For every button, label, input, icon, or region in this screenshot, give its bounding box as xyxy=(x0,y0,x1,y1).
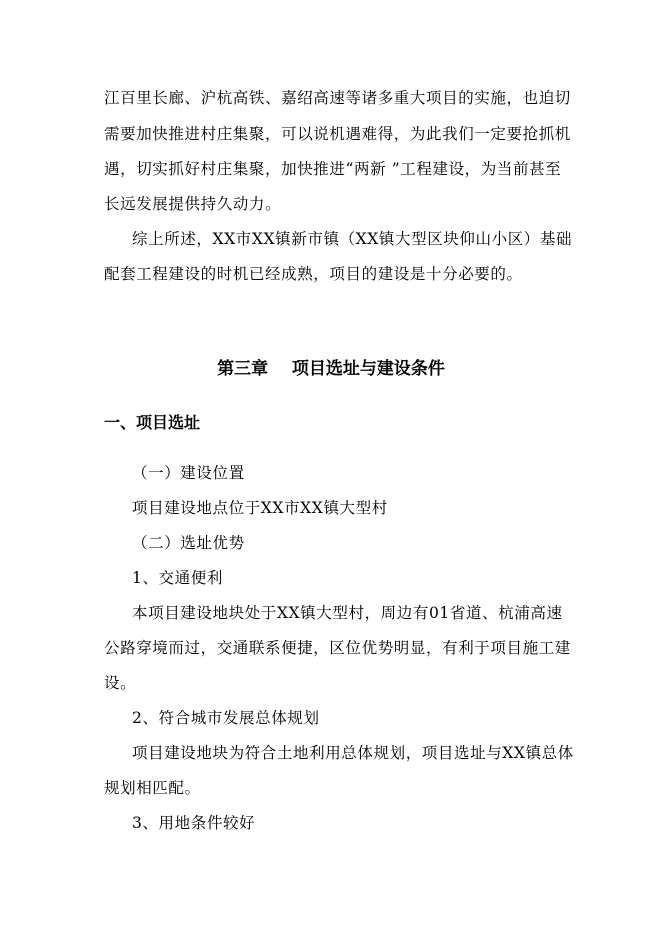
item-1-title: 1、交通便利 xyxy=(132,569,223,587)
item-2-title: 2、符合城市发展总体规划 xyxy=(132,709,320,727)
subsection-1-text: 项目建设地点位于XX市XX镇大型村 xyxy=(132,499,388,517)
subsection-2-title: （二）选址优势 xyxy=(132,534,245,552)
item-2-line-1: 项目建设地块为符合土地利用总体规划，项目选址与XX镇总体 xyxy=(132,744,574,762)
paragraph1-line-3: 遇，切实抓好村庄集聚，加快推进“两新 ”工程建设，为当前甚至 xyxy=(104,160,562,178)
item-1-line-2: 公路穿境而过，交通联系便捷，区位优势明显，有利于项目施工建 xyxy=(104,639,571,657)
chapter-title: 第三章 项目选址与建设条件 xyxy=(217,359,445,379)
paragraph2-line-2: 配套工程建设的时机已经成熟，项目的建设是十分必要的。 xyxy=(104,265,523,283)
item-3-title: 3、用地条件较好 xyxy=(132,814,256,832)
item-1-line-1: 本项目建设地块处于XX镇大型村，周边有01省道、杭浦高速 xyxy=(132,604,563,622)
paragraph2-line-1: 综上所述，XX市XX镇新市镇（XX镇大型区块仰山小区）基础 xyxy=(132,230,573,248)
paragraph1-line-4: 长远发展提供持久动力。 xyxy=(104,195,282,213)
subsection-1-title: （一）建设位置 xyxy=(132,464,245,482)
section-heading: 一、项目选址 xyxy=(104,413,201,432)
paragraph1-line-1: 江百里长廊、沪杭高铁、嘉绍高速等诸多重大项目的实施，也迫切 xyxy=(104,89,571,107)
item-2-line-2: 规划相匹配。 xyxy=(104,779,201,797)
item-1-line-3: 设。 xyxy=(104,674,137,692)
paragraph1-line-2: 需要加快推进村庄集聚，可以说机遇难得，为此我们一定要抢抓机 xyxy=(104,125,571,143)
